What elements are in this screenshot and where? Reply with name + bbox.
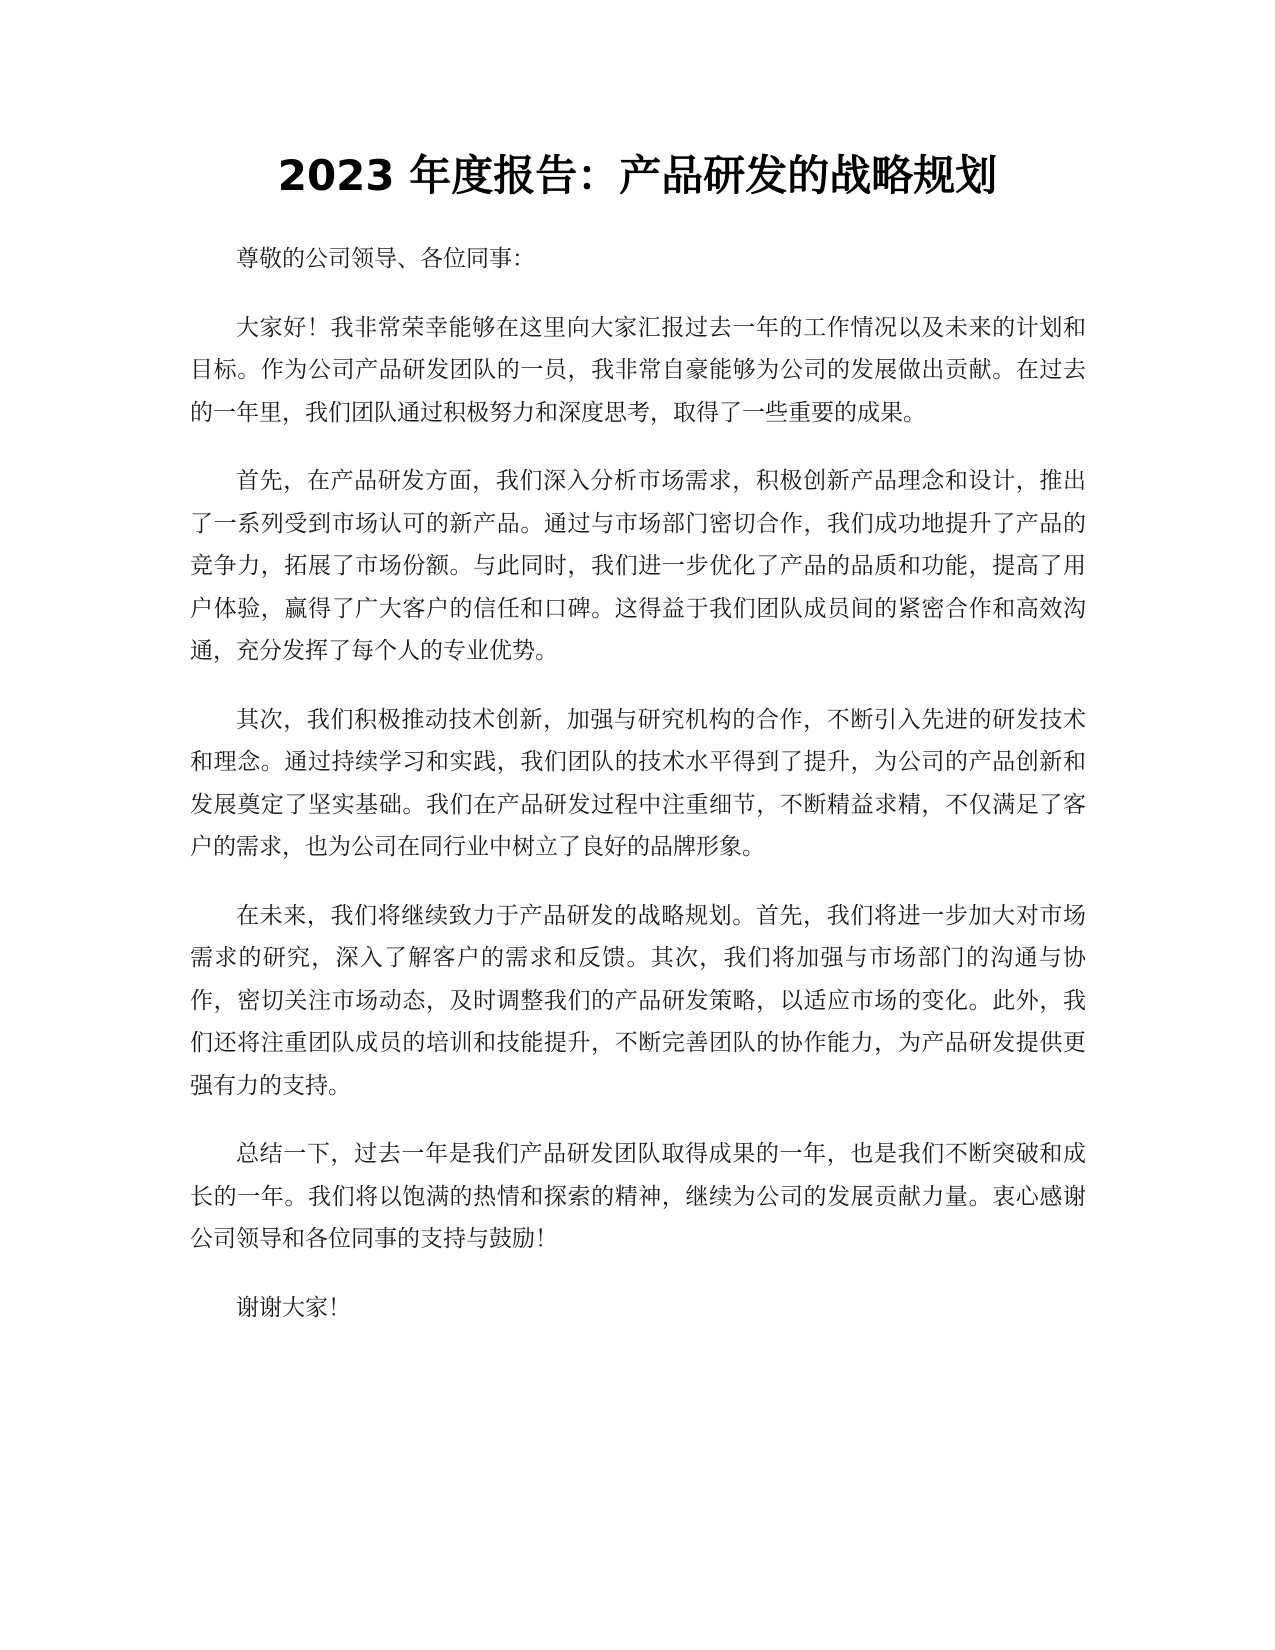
paragraph-technology-innovation: 其次，我们积极推动技术创新，加强与研究机构的合作，不断引入先进的研发技术和理念。通过持续学习和实践，我们团队的技术水平得到了提升，为公司的产品创新和发展奠定了坚实基础。我们在产品研发过程中注重细节，不断精益求精，不仅满足了客户的需求，也为公司在同行业中树立了良好的品牌形象。 [190,706,1086,860]
paragraph-future-plan: 在未来，我们将继续致力于产品研发的战略规划。首先，我们将进一步加大对市场需求的研究，深入了解客户的需求和反馈。其次，我们将加强与市场部门的沟通与协作，密切关注市场动态，及时调整我们的产品研发策略，以适应市场的变化。此外，我们还将注重团队成员的培训和技能提升，不断完善团队的协作能力，为产品研发提供更强有力的支持。 [190,902,1086,1099]
paragraph-summary: 总结一下，过去一年是我们产品研发团队取得成果的一年，也是我们不断突破和成长的一年。我们将以饱满的热情和探索的精神，继续为公司的发展贡献力量。衷心感谢公司领导和各位同事的支持与鼓励！ [190,1141,1086,1252]
document-body [190,238,1086,1355]
paragraph-closing: 谢谢大家！ [236,1294,351,1321]
document-title: 2023 年度报告：产品研发的战略规划 [277,151,998,200]
paragraph-product-development: 首先，在产品研发方面，我们深入分析市场需求，积极创新产品理念和设计，推出了一系列受到市场认可的新产品。通过与市场部门密切合作，我们成功地提升了产品的竞争力，拓展了市场份额。与此同时，我们进一步优化了产品的品质和功能，提高了用户体验，赢得了广大客户的信任和口碑。这得益于我们团队成员间的紧密合作和高效沟通，充分发挥了每个人的专业优势。 [190,468,1086,664]
paragraph-salutation: 尊敬的公司领导、各位同事： [236,246,535,272]
paragraph-greeting: 大家好！我非常荣幸能够在这里向大家汇报过去一年的工作情况以及未来的计划和目标。作为公司产品研发团队的一员，我非常自豪能够为公司的发展做出贡献。在过去的一年里，我们团队通过积极努力和深度思考，取得了一些重要的成果。 [190,314,1086,426]
